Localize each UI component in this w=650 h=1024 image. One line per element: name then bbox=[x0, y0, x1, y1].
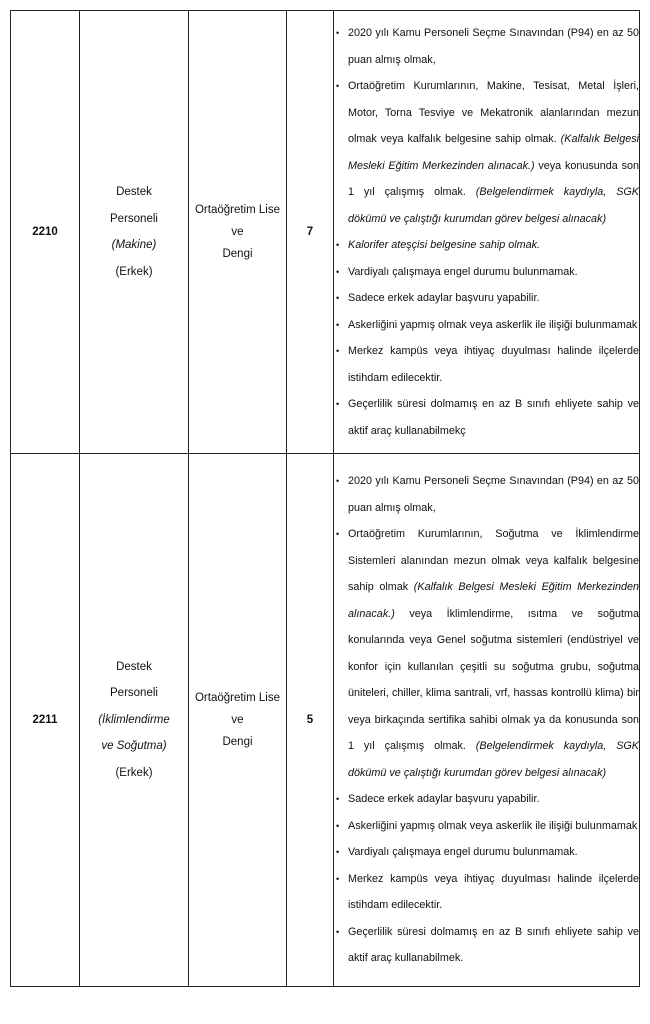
requirements-list bbox=[334, 20, 639, 444]
title-line: Personeli bbox=[110, 212, 158, 225]
education-line: Ortaöğretim Lise ve bbox=[194, 204, 280, 238]
title-line: (İklimlendirme bbox=[98, 713, 170, 726]
list-item: • Geçerlilik süresi dolmamış en az B sınıfı ehliyete sahip ve aktif araç kullanabilmek. bbox=[348, 919, 639, 972]
list-item: • Kalorifer ateşçisi belgesine sahip olmak. bbox=[348, 232, 639, 259]
list-item: • Geçerlilik süresi dolmamış en az B sınıfı ehliyete sahip ve aktif araç kullanabilmekç bbox=[348, 391, 639, 444]
list-item: • Sadece erkek adaylar başvuru yapabilir. bbox=[348, 285, 639, 312]
education-line: Dengi bbox=[222, 248, 253, 260]
list-item: • Ortaöğretim Kurumlarının, Soğutma ve İklimlendirme Sistemleri alanından mezun olmak veya kalfalık belgesine sahip olmak (Kalfalık Belgesi Mesleki Eğitim Merkezinden alınacak.) veya İklimlendirme, ısıtma ve soğutma konularında veya Genel soğutma sistemleri (endüstriyel ve konfor için kullanılan çeşitli su soğutma grubu, soğutma üniteleri, chiller, klima santrali, vrf, hassas kontrollü klima) bir veya birkaçında sertifika sahibi olmak ya da konusunda son 1 yıl çalışmış olmak. (Belgelendirmek kaydıyla, SGK dökümü ve çalıştığı kurumdan görev belgesi alınacak) bbox=[348, 521, 639, 786]
requirements-list bbox=[334, 468, 639, 972]
title-line: Destek bbox=[116, 186, 152, 198]
positions-table bbox=[10, 10, 640, 987]
title-line: (Erkek) bbox=[115, 265, 153, 278]
title-line: Personeli bbox=[110, 687, 158, 700]
list-item: • Merkez kampüs veya ihtiyaç duyulması halinde ilçelerde istihdam edilecektir. bbox=[348, 338, 639, 391]
education-level bbox=[189, 11, 287, 454]
list-item: • Vardiyalı çalışmaya engel durumu bulunmamak. bbox=[348, 839, 639, 866]
list-item: • Askerliğini yapmış olmak veya askerlik ile ilişiği bulunmamak bbox=[348, 312, 639, 339]
position-title bbox=[80, 454, 189, 987]
table-row bbox=[11, 454, 640, 987]
title-line: ve Soğutma) bbox=[101, 740, 167, 753]
table-row bbox=[11, 11, 640, 454]
education-line: Ortaöğretim Lise ve bbox=[194, 692, 280, 726]
requirements-cell bbox=[334, 454, 640, 987]
list-item: • Merkez kampüs veya ihtiyaç duyulması halinde ilçelerde istihdam edilecektir. bbox=[348, 866, 639, 919]
position-code: 2211 bbox=[11, 454, 80, 987]
list-item: • 2020 yılı Kamu Personeli Seçme Sınavından (P94) en az 50 puan almış olmak, bbox=[348, 20, 639, 73]
list-item: • Vardiyalı çalışmaya engel durumu bulunmamak. bbox=[348, 259, 639, 286]
position-code: 2210 bbox=[11, 11, 80, 454]
title-line: (Makine) bbox=[111, 239, 157, 251]
list-item: • Sadece erkek adaylar başvuru yapabilir. bbox=[348, 786, 639, 813]
requirements-cell bbox=[334, 11, 640, 454]
position-count: 5 bbox=[287, 454, 334, 987]
list-item: • Askerliğini yapmış olmak veya askerlik ile ilişiği bulunmamak bbox=[348, 813, 639, 840]
list-item: • Ortaöğretim Kurumlarının, Makine, Tesisat, Metal İşleri, Motor, Torna Tesviye ve Mekatronik alanlarından mezun olmak veya kalfalık belgesine sahip olmak. (Kalfalık Belgesi Mesleki Eğitim Merkezinden alınacak.) veya konusunda son 1 yıl çalışmış olmak. (Belgelendirmek kaydıyla, SGK dökümü ve çalıştığı kurumdan görev belgesi alınacak) bbox=[348, 73, 639, 232]
education-level bbox=[189, 454, 287, 987]
position-title bbox=[80, 11, 189, 454]
position-count: 7 bbox=[287, 11, 334, 454]
education-line: Dengi bbox=[222, 736, 253, 748]
list-item: • 2020 yılı Kamu Personeli Seçme Sınavından (P94) en az 50 puan almış olmak, bbox=[348, 468, 639, 521]
title-line: Destek bbox=[116, 660, 152, 673]
title-line: (Erkek) bbox=[115, 766, 153, 779]
